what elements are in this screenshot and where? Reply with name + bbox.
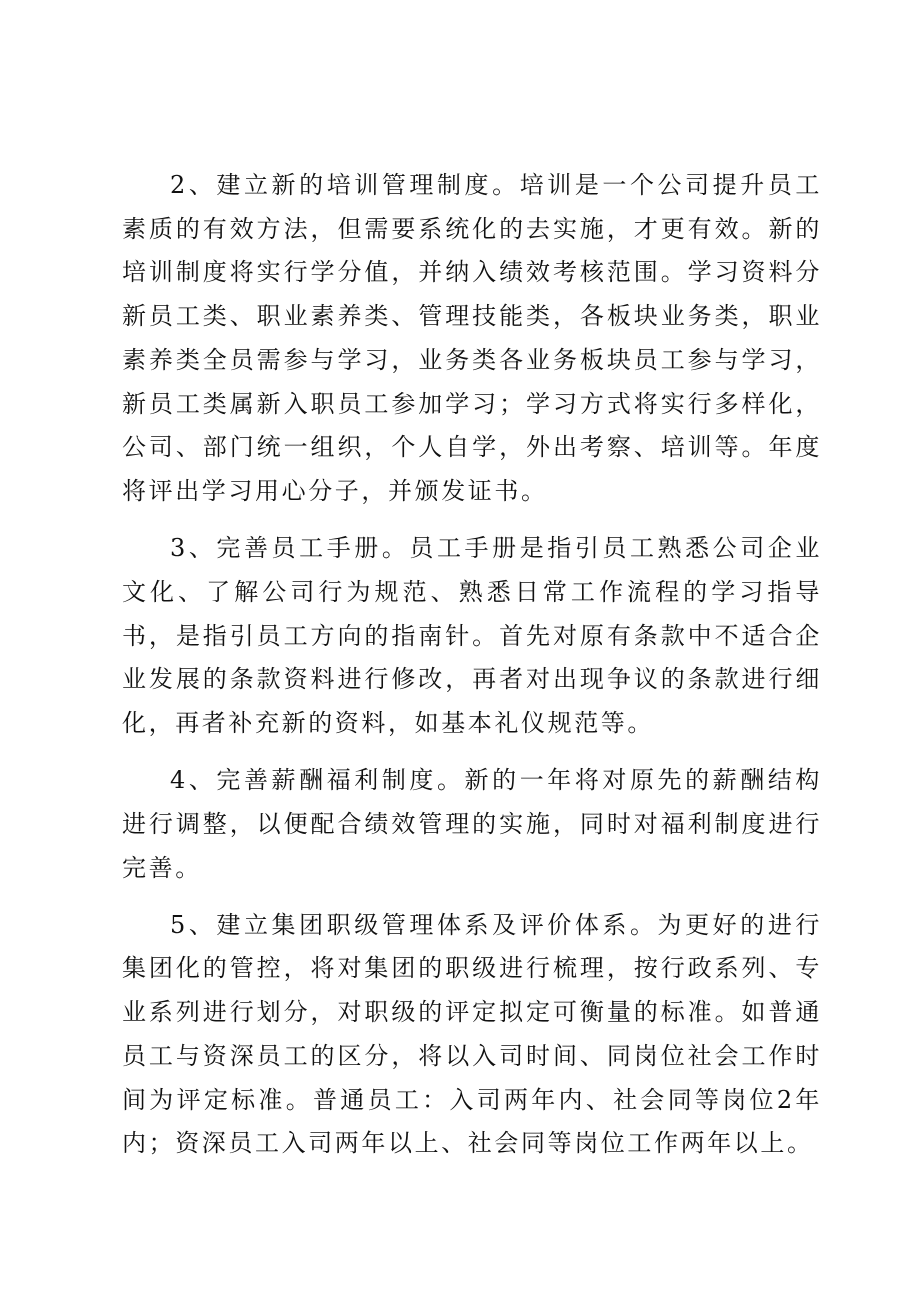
paragraph-training-system: 2、建立新的培训管理制度。培训是一个公司提升员工素质的有效方法，但需要系统化的去实施，才更有效。新的培训制度将实行学分值，并纳入绩效考核范围。学习资料分新员工类、职业素养类、管理技能类，各板块业务类，职业素养类全员需参与学习，业务类各业务板块员工参与学习，新员工类属新入职员工参加学习；学习方式将实行多样化，公司、部门统一组织，个人自学，外出考察、培训等。年度将评出学习用心分子，并颁发证书。 — [122, 171, 822, 505]
paragraph-compensation-benefits: 4、完善薪酬福利制度。新的一年将对原先的薪酬结构进行调整，以便配合绩效管理的实施，同时对福利制度进行完善。 — [122, 766, 822, 882]
paragraph-employee-handbook: 3、完善员工手册。员工手册是指引员工熟悉公司企业文化、了解公司行为规范、熟悉日常工作流程的学习指导书，是指引员工方向的指南针。首先对原有条款中不适合企业发展的条款资料进行修改，再者对出现争议的条款进行细化，再者补充新的资料，如基本礼仪规范等。 — [122, 534, 822, 737]
document-body — [122, 164, 822, 1179]
paragraph-job-level-system: 5、建立集团职级管理体系及评价体系。为更好的进行集团化的管控，将对集团的职级进行梳理，按行政系列、专业系列进行划分，对职级的评定拟定可衡量的标准。如普通员工与资深员工的区分，将以入司时间、同岗位社会工作时间为评定标准。普通员工：入司两年内、社会同等岗位2年内；资深员工入司两年以上、社会同等岗位工作两年以上。 — [122, 910, 822, 1158]
